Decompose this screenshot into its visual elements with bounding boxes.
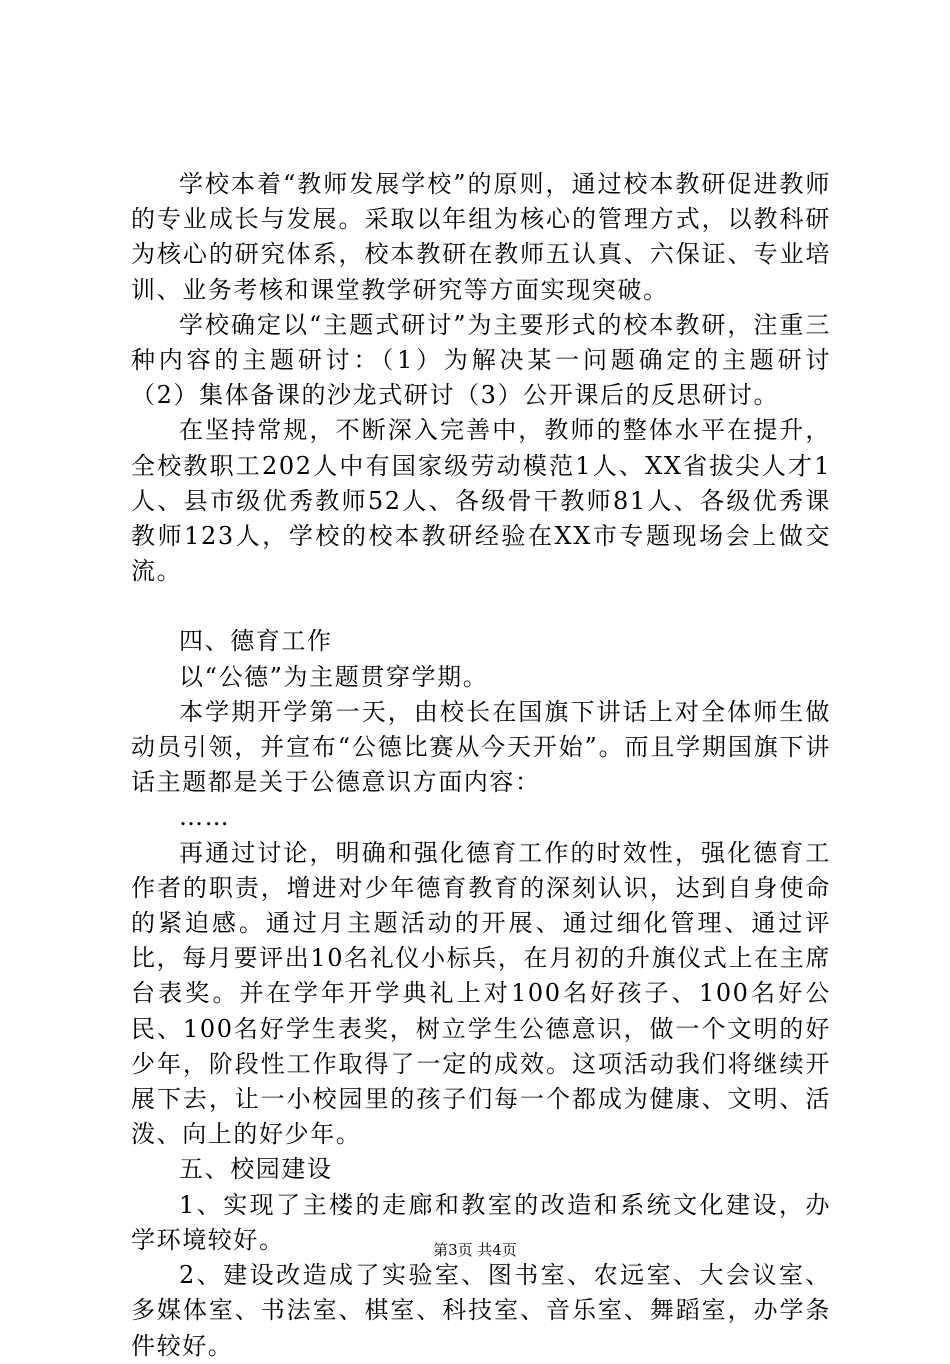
- paragraph-ellipsis: ……: [179, 803, 231, 832]
- section-heading-campus-construction: 五、校园建设: [179, 1155, 333, 1184]
- paragraph-facilities: 2、建设改造成了实验室、图书室、农远室、大会议室、多媒体室、书法室、棋室、科技室、音乐室、舞蹈室，办学条件较好。: [131, 1261, 831, 1360]
- paragraph-public-morality-theme: 以“公德”为主题贯穿学期。: [179, 662, 489, 691]
- paragraph-theme-seminar: 学校确定以“主题式研讨”为主要形式的校本教研，注重三种内容的主题研讨：（1）为解决某一问题确定的主题研讨（2）集体备课的沙龙式研讨（3）公开课后的反思研讨。: [131, 310, 831, 410]
- paragraph-spacer: [131, 589, 831, 624]
- paragraph-flag-speech: 本学期开学第一天，由校长在国旗下讲话上对全体师生做动员引领，并宣布“公德比赛从今天开始”。而且学期国旗下讲话主题都是关于公德意识方面内容：: [131, 697, 831, 797]
- page-footer: [0, 1240, 950, 1260]
- page-number: 第3页: [433, 1241, 473, 1259]
- paragraph-moral-activities: 再通过讨论，明确和强化德育工作的时效性，强化德育工作者的职责，增进对少年德育教育的深刻认识，达到自身使命的紧迫感。通过月主题活动的开展、通过细化管理、通过评比，每月要评出10名礼仪小标兵，在月初的升旗仪式上在主席台表奖。并在学年开学典礼上对100名好孩子、100名好公民、100名好学生表奖，树立学生公德意识，做一个文明的好少年，阶段性工作取得了一定的成效。这项活动我们将继续开展下去，让一小校园里的孩子们每一个都成为健康、文明、活泼、向上的好少年。: [131, 838, 831, 1149]
- page-total: 共4页: [477, 1241, 517, 1259]
- paragraph-teaching-research: 学校本着“教师发展学校”的原则，通过校本教研促进教师的专业成长与发展。采取以年组为核心的管理方式，以教科研为核心的研究体系，校本教研在教师五认真、六保证、专业培训、业务考核和课堂教学研究等方面实现突破。: [131, 170, 831, 304]
- paragraph-main-building: 1、实现了主楼的走廊和教室的改造和系统文化建设，办学环境较好。: [131, 1190, 831, 1254]
- section-heading-moral-education: 四、德育工作: [179, 627, 333, 656]
- document-body: [131, 167, 831, 1364]
- paragraph-teacher-achievements: 在坚持常规，不断深入完善中，教师的整体水平在提升，全校教职工202人中有国家级劳动模范1人、XX省拔尖人才1人、县市级优秀教师52人、各级骨干教师81人、各级优秀课教师123人，学校的校本教研经验在XX市专题现场会上做交流。: [131, 416, 831, 586]
